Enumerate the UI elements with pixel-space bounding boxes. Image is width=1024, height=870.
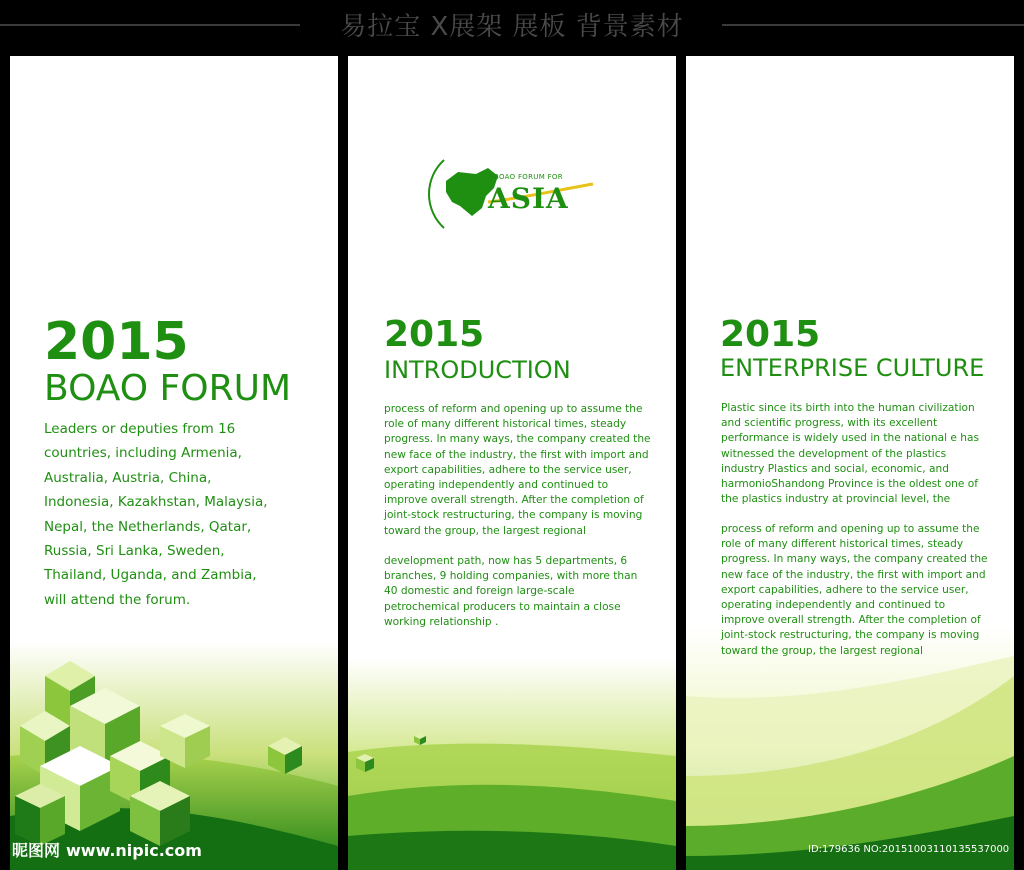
panel-body-text: process of reform and opening up to assume the role of many different historical times, steady progress. In many ways, the company created the new face of the industry, the first with import and export capabilities, adhere to the service user, operating independently and continued to improve overall strength. After the completion of joint-stock restructuring, the company is moving toward the group, the largest regional [384,403,651,537]
top-banner [0,0,1024,50]
panel-heading: INTRODUCTION [384,356,571,384]
year-label: 2015 [44,312,189,372]
image-id-code: ID:179636 NO:20151003110135537000 [808,844,1010,855]
logo-asia-text: ASIA [488,182,569,215]
logo-small-text: BOAO FORUM FOR [494,173,563,181]
watermark [12,838,202,861]
panel-body-text: Leaders or deputies from 16 countries, including Armenia, Australia, Austria, China, Indonesia, Kazakhstan, Malaysia, Nepal, the Netherlands, Qatar, Russia, Sri Lanka, Sweden, Thailand, Uganda, and Zambia, will attend the forum. [44,421,268,608]
panel-boao-forum [10,56,338,870]
watermark-url: www.nipic.com [66,841,202,860]
panel-body-text: Plastic since its birth into the human civilization and scientific progress, with its excellent performance is widely used in the national e has witnessed the development of the plastics industry Plastics and social, economic, and harmonioShandong Province is the oldest one of the plastics industry at provincial level, the [721,402,980,506]
year-label: 2015 [384,314,485,355]
year-label: 2015 [720,314,821,355]
panel-heading: BOAO FORUM [44,368,292,409]
panel-enterprise-culture [686,56,1014,870]
watermark-cn: 昵图网 [12,841,61,860]
panel-introduction [348,56,676,870]
banner-title: 易拉宝 X展架 展板 背景素材 [340,12,684,42]
panel-body-text-2: development path, now has 5 departments, 6 branches, 9 holding companies, with more than 40 domestic and foreign large-scale petrochemical producers to maintain a close working relationship . [384,555,638,628]
panel-body-text-2: process of reform and opening up to assume the role of many different historical times, steady progress. In many ways, the company created the new face of the industry, the first with import and export capabilities, adhere to the service user, operating independently and continued to improve overall strength. After the completion of joint-stock restructuring, the company is moving toward the group, the largest regional [721,523,988,657]
panel-heading: ENTERPRISE CULTURE [720,354,985,382]
